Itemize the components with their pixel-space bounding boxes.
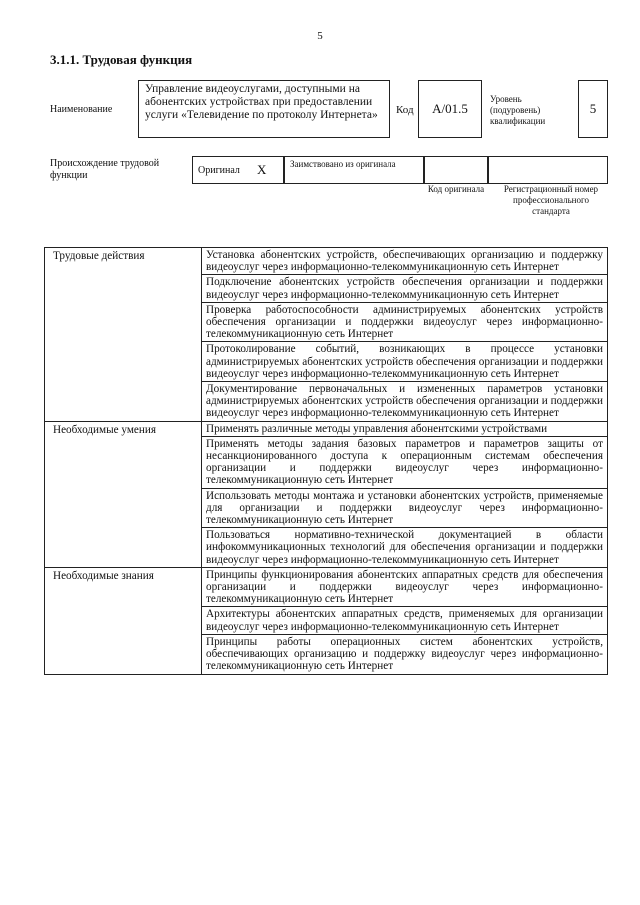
borrowed-cell bbox=[284, 156, 424, 184]
borrowed-label: Заимствовано из оригинала bbox=[290, 159, 396, 169]
original-label: Оригинал bbox=[198, 165, 240, 176]
table-row bbox=[45, 421, 608, 436]
section-item: Принципы функционирования абонентских аппаратных средств для обеспечения организации и поддержки видеоуслуг через информационно-телекоммуникационную сеть Интернет bbox=[202, 567, 608, 607]
function-details-table bbox=[44, 247, 608, 675]
page-number: 5 bbox=[317, 30, 323, 42]
original-code-cell bbox=[424, 156, 488, 184]
reg-number-cell bbox=[488, 156, 608, 184]
section-item: Архитектуры абонентских аппаратных средств, применяемых для организации видеоуслуг через информационно-телекоммуникационную сеть Интернет bbox=[202, 607, 608, 634]
section-item: Протоколирование событий, возникающих в процессе установки администрируемых абонентских устройств обеспечения организации и поддержки видеоуслуг через информационно-телекоммуникационную сеть Интернет bbox=[202, 342, 608, 382]
section-category: Необходимые умения bbox=[45, 421, 202, 567]
name-label: Наименование bbox=[50, 104, 113, 115]
table-row bbox=[45, 567, 608, 607]
section-item: Документирование первоначальных и измененных параметров установки администрируемых абонентских устройств обеспечения организации и поддержки видеоуслуг через информационно-телекоммуникационную сеть Интернет bbox=[202, 382, 608, 422]
section-item: Применять различные методы управления абонентскими устройствами bbox=[202, 421, 608, 436]
section-item: Пользоваться нормативно-технической документацией в области инфокоммуникационных технологий для обеспечения организации и поддержки видеоуслуг через информационно-телекоммуникационную сеть Интернет bbox=[202, 528, 608, 568]
level-label: Уровень (подуровень) квалификации bbox=[490, 94, 546, 126]
table-row bbox=[45, 248, 608, 275]
origin-label: Происхождение трудовой функции bbox=[50, 158, 160, 181]
section-category: Необходимые знания bbox=[45, 567, 202, 674]
section-item: Использовать методы монтажа и установки абонентских устройств, применяемые для организации и поддержки видеоуслуг через информационно-телекоммуникационную сеть Интернет bbox=[202, 488, 608, 528]
qualification-level: 5 bbox=[578, 80, 608, 138]
reg-number-caption: Регистрационный номер профессионального стандарта bbox=[503, 184, 599, 216]
section-item: Применять методы задания базовых параметров и параметров защиты от несанкционированного доступа к операционным системам обеспечения организации и поддержки видеоуслуг через информационно-телекоммуникационную сеть Интернет bbox=[202, 436, 608, 488]
original-mark: X bbox=[257, 162, 267, 177]
section-item: Подключение абонентских устройств обеспечения организации и поддержки видеоуслуг через информационно-телекоммуникационную сеть Интернет bbox=[202, 275, 608, 302]
section-category: Трудовые действия bbox=[45, 248, 202, 422]
function-name: Управление видеоуслугами, доступными на абонентских устройствах при предоставлении услуги «Телевидение по протоколу Интернета» bbox=[138, 80, 390, 138]
code-label: Код bbox=[396, 104, 414, 116]
original-code-caption: Код оригинала bbox=[427, 184, 485, 194]
section-item: Установка абонентских устройств, обеспечивающих организацию и поддержку видеоуслуг через информационно-телекоммуникационную сеть Интернет bbox=[202, 248, 608, 275]
original-cell bbox=[192, 156, 284, 184]
section-item: Принципы работы операционных систем абонентских устройств, обеспечивающих организацию и поддержку видеоуслуг через информационно-телекоммуникационную сеть Интернет bbox=[202, 634, 608, 674]
section-item: Проверка работоспособности администрируемых абонентских устройств обеспечения организации и поддержки видеоуслуг через информационно-телекоммуникационную сеть Интернет bbox=[202, 302, 608, 342]
section-title: 3.1.1. Трудовая функция bbox=[50, 52, 193, 67]
function-code: A/01.5 bbox=[418, 80, 482, 138]
